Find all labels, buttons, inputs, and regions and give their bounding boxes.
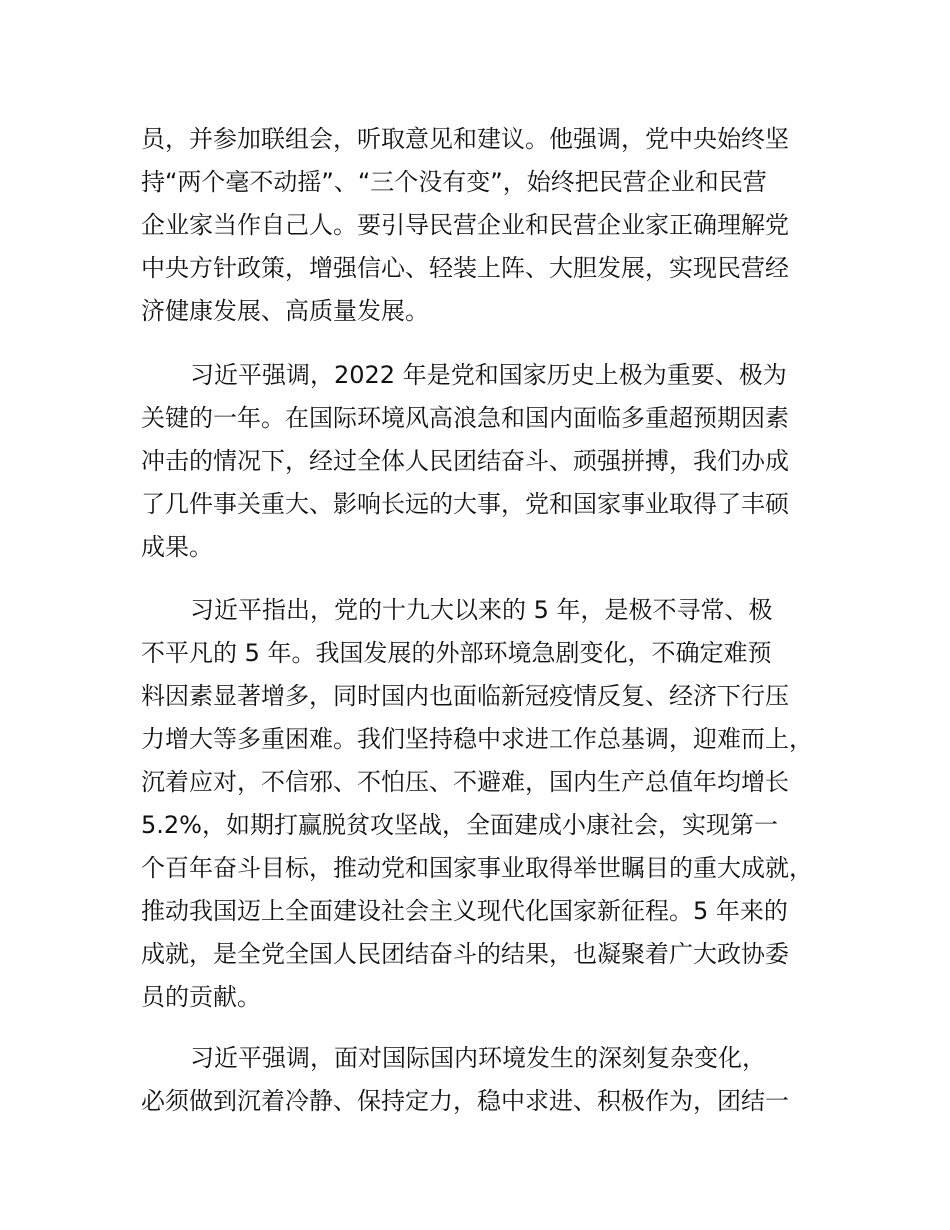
text-line: 沉着应对，不信邪、不怕压、不避难，国内生产总值年均增长 bbox=[141, 768, 789, 796]
paragraph-2 bbox=[141, 354, 841, 569]
text-line: 成果。 bbox=[141, 533, 213, 561]
paragraph-1 bbox=[141, 118, 841, 333]
text-line: 5.2%，如期打赢脱贫攻坚战，全面建成小康社会，实现第一 bbox=[141, 811, 778, 839]
paragraph-3 bbox=[141, 589, 841, 1019]
text-line: 推动我国迈上全面建设社会主义现代化国家新征程。5 年来的 bbox=[141, 897, 788, 925]
text-line: 料因素显著增多，同时国内也面临新冠疫情反复、经济下行压 bbox=[141, 682, 789, 710]
text-line: 中央方针政策，增强信心、轻装上阵、大胆发展，实现民营经 bbox=[141, 254, 789, 282]
text-line: 了几件事关重大、影响长远的大事，党和国家事业取得了丰硕 bbox=[141, 490, 789, 518]
text-line: 不平凡的 5 年。我国发展的外部环境急剧变化，不确定难预 bbox=[141, 639, 772, 667]
text-line: 冲击的情况下，经过全体人民团结奋斗、顽强拼搏，我们办成 bbox=[141, 447, 789, 475]
text-line: 企业家当作自己人。要引导民营企业和民营企业家正确理解党 bbox=[141, 211, 789, 239]
text-line: 必须做到沉着冷静、保持定力，稳中求进、积极作为，团结一 bbox=[141, 1087, 789, 1115]
text-line: 关键的一年。在国际环境风高浪急和国内面临多重超预期因素 bbox=[141, 404, 789, 432]
paragraph-4 bbox=[141, 1037, 841, 1123]
text-line: 习近平强调，面对国际国内环境发生的深刻复杂变化， bbox=[190, 1044, 766, 1072]
text-line: 员，并参加联组会，听取意见和建议。他强调，党中央始终坚 bbox=[141, 125, 789, 153]
text-line: 个百年奋斗目标，推动党和国家事业取得举世瞩目的重大成就， bbox=[141, 854, 813, 882]
text-line: 力增大等多重困难。我们坚持稳中求进工作总基调，迎难而上， bbox=[141, 725, 813, 753]
text-line: 员的贡献。 bbox=[141, 983, 261, 1011]
text-line: 成就，是全党全国人民团结奋斗的结果，也凝聚着广大政协委 bbox=[141, 940, 789, 968]
text-line: 习近平指出，党的十九大以来的 5 年，是极不寻常、极 bbox=[190, 596, 773, 624]
text-line: 持“两个毫不动摇”、“三个没有变”，始终把民营企业和民营 bbox=[141, 168, 767, 196]
text-line: 习近平强调，2022 年是党和国家历史上极为重要、极为 bbox=[190, 361, 787, 389]
text-line: 济健康发展、高质量发展。 bbox=[141, 297, 429, 325]
